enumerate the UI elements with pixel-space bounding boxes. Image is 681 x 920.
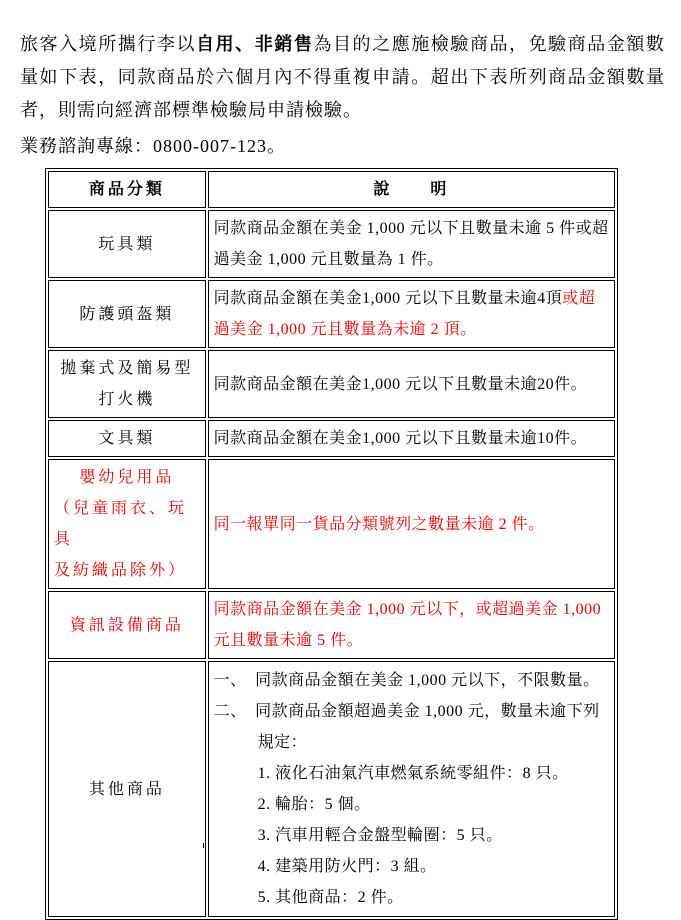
table-row-stationery: [48, 420, 615, 457]
category-cell: 文具類: [48, 420, 206, 457]
category-cell: 防護頭盔類: [48, 280, 206, 348]
intro-text-rest: 為目的之應施檢驗商品，免驗商品金額數量如下表，同款商品於六個月內不得重複申請。超出下表所列商品金額數量者，則需向經濟部標準檢驗局申請檢驗。: [20, 34, 665, 120]
header-row: [48, 171, 615, 208]
category-cell: 資訊設備商品: [48, 591, 206, 659]
table-row-other-goods: [48, 661, 615, 917]
regulations-table: [45, 168, 618, 920]
header-description-cell: 說 明: [208, 171, 615, 208]
list-item: 5. 其他商品：2 件。: [257, 889, 404, 906]
description-text: 同款商品金額在美金1,000 元以下且數量未逾4頂: [213, 290, 563, 307]
table-row-it-equipment: [48, 591, 615, 659]
table-row-toys: [48, 210, 615, 278]
hotline-line: 業務諮詢專線：0800-007-123。: [20, 136, 286, 156]
table-row-helmets: [48, 280, 615, 348]
category-line: 嬰幼兒用品: [79, 469, 175, 486]
description-cell: [208, 280, 615, 348]
list-item: 一、 同款商品金額在美金 1,000 元以下，不限數量。: [213, 672, 600, 689]
next-row-divider-stub: [203, 843, 204, 848]
intro-text-emphasis: 自用、非銷售: [196, 34, 314, 54]
category-cell: 拋棄式及簡易型打火機: [48, 350, 206, 418]
category-cell: [48, 459, 206, 589]
description-cell: 同款商品金額在美金1,000 元以下且數量未逾20件。: [208, 350, 615, 418]
description-cell: 同一報單同一貨品分類號列之數量未逾 2 件。: [208, 459, 615, 589]
list-item: 1. 液化石油氣汽車燃氣系統零組件：8 只。: [257, 765, 569, 782]
category-line: 及紡織品除外）: [54, 562, 188, 579]
intro-paragraph: [20, 28, 665, 127]
header-category-cell: 商品分類: [48, 171, 206, 208]
intro-text-lead: 旅客入境所攜行李以: [20, 34, 197, 54]
table-row-lighters: [48, 350, 615, 418]
table-row-infant-products: [48, 459, 615, 589]
description-cell: 同款商品金額在美金1,000 元以下且數量未逾10件。: [208, 420, 615, 457]
description-cell: 同款商品金額在美金 1,000 元以下且數量未逾 5 件或超過美金 1,000 元且數量為 1 件。: [208, 210, 615, 278]
next-row-edge-stub: [617, 843, 618, 847]
list-item: 4. 建築用防火門：3 組。: [257, 858, 437, 875]
category-line: （兒童雨衣、玩具: [54, 500, 188, 548]
description-text-red: 或超過美金 1,000 元且數量為未逾 2 頂。: [213, 290, 596, 338]
list-item: 2. 輪胎：5 個。: [257, 796, 371, 813]
description-cell: 同款商品金額在美金 1,000 元以下，或超過美金 1,000 元且數量未逾 5 件。: [208, 591, 615, 659]
category-cell: 其他商品: [48, 661, 206, 917]
list-item: 二、 同款商品金額超過美金 1,000 元，數量未逾下列規定：: [213, 703, 600, 751]
description-cell: [208, 661, 615, 917]
list-item: 3. 汽車用輕合金盤型輪圈：5 只。: [257, 827, 503, 844]
category-cell: 玩具類: [48, 210, 206, 278]
